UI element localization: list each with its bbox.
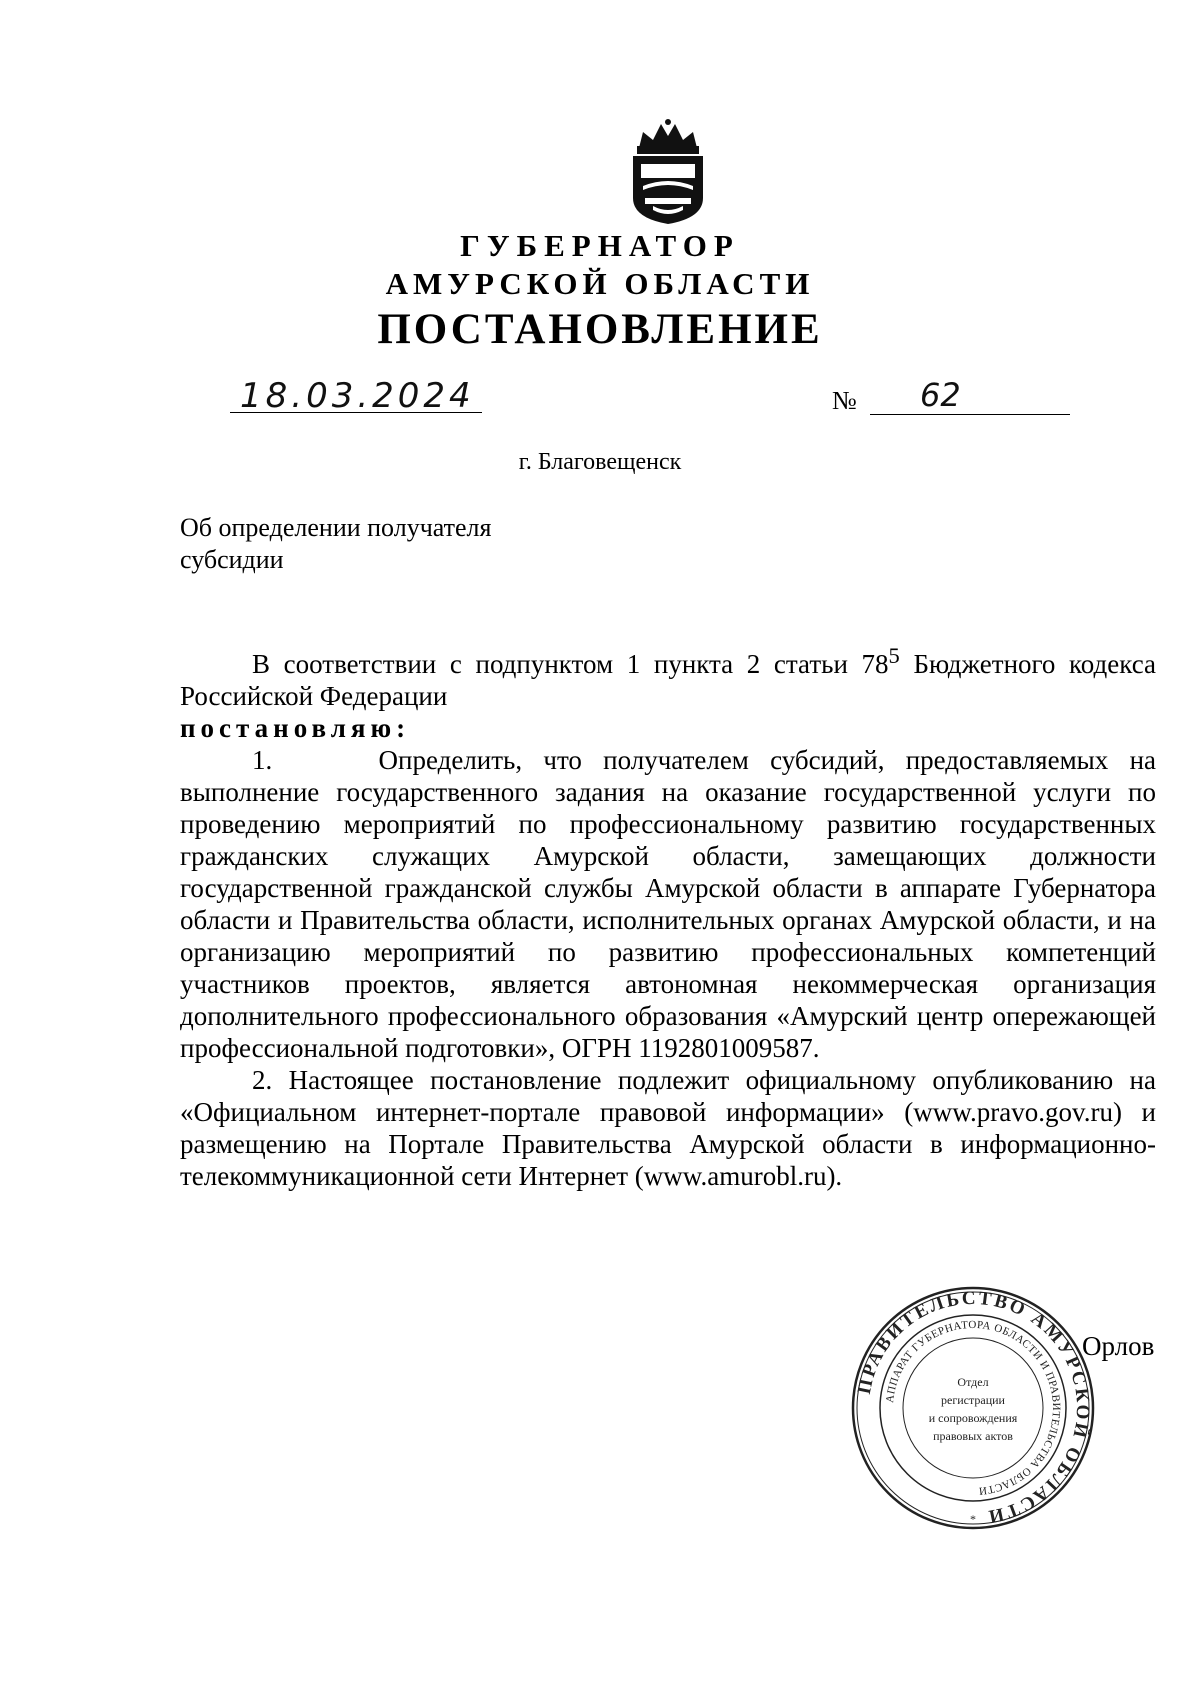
document-body xyxy=(180,640,1163,1192)
handwritten-date: 18.03.2024 xyxy=(240,376,475,416)
document-type-title: ПОСТАНОВЛЕНИЕ xyxy=(377,306,823,353)
coat-of-arms-icon xyxy=(625,118,711,226)
preamble-text-end: Бюджетного кодекса Российской Федерации xyxy=(180,649,1156,711)
stamp-center-line: регистрации xyxy=(941,1393,1005,1407)
date-underline xyxy=(230,412,482,413)
preamble-paragraph xyxy=(180,640,1156,712)
stamp-center-line: Отдел xyxy=(957,1375,989,1389)
document-subject xyxy=(180,512,600,576)
resolve-word: постановляю: xyxy=(180,713,411,743)
item-1-paragraph: 1. Определить, что получателем субсидий, предоставляемых на выполнение государственного задания на оказание государственной услуги по проведению мероприятий по профессиональному развитию государственных гражданских служащих Амурской области, замещающих должности государственной гражданской службы Амурской области в аппарате Губернатора области и Правительства области, исполнительных органах Амурской области, и на организацию мероприятий по развитию профессиональных компетенций участников проектов, является автономная некоммерческая организация дополнительного профессионального образования «Амурский центр опережающей профессиональной подготовки», ОГРН 1192801009587. xyxy=(180,745,1163,1063)
region-title: АМУРСКОЙ ОБЛАСТИ xyxy=(385,266,815,301)
number-underline xyxy=(870,414,1070,415)
preamble-text: В соответствии с подпунктом 1 пункта 2 статьи 78 xyxy=(252,649,889,679)
handwritten-number: 62 xyxy=(920,376,961,414)
stamp-inner-text: АППАРАТ ГУБЕРНАТОРА ОБЛАСТИ И ПРАВИТЕЛЬСТВА ОБЛАСТИ xyxy=(884,1318,1063,1497)
stamp-center-line: и сопровождения xyxy=(928,1411,1018,1425)
stamp-center-line: правовых актов xyxy=(933,1429,1013,1443)
stamp-outer-text: ПРАВИТЕЛЬСТВО АМУРСКОЙ ОБЛАСТИ xyxy=(853,1287,1094,1528)
subject-line: субсидии xyxy=(180,545,284,574)
svg-text:АППАРАТ ГУБЕРНАТОРА ОБЛАСТИ И xyxy=(884,1319,1062,1497)
article-superscript: 5 xyxy=(888,643,900,668)
stamp-star-icon: * xyxy=(970,1512,976,1526)
subject-line: Об определении получателя xyxy=(180,513,492,542)
authority-title: ГУБЕРНАТОР xyxy=(460,228,740,263)
number-label: № xyxy=(832,386,857,415)
city-line: г. Благовещенск xyxy=(518,449,682,475)
official-stamp xyxy=(848,1283,1098,1533)
item-2-paragraph: 2. Настоящее постановление подлежит официальному опубликованию на «Официальном интернет-портале правовой информации» (www.pravo.gov.ru) и размещению на Портале Правительства Амурской области в информационно-телекоммуникационной сети Интернет (www.amurobl.ru). xyxy=(180,1065,1156,1191)
signer-name: Орлов xyxy=(1082,1331,1155,1361)
